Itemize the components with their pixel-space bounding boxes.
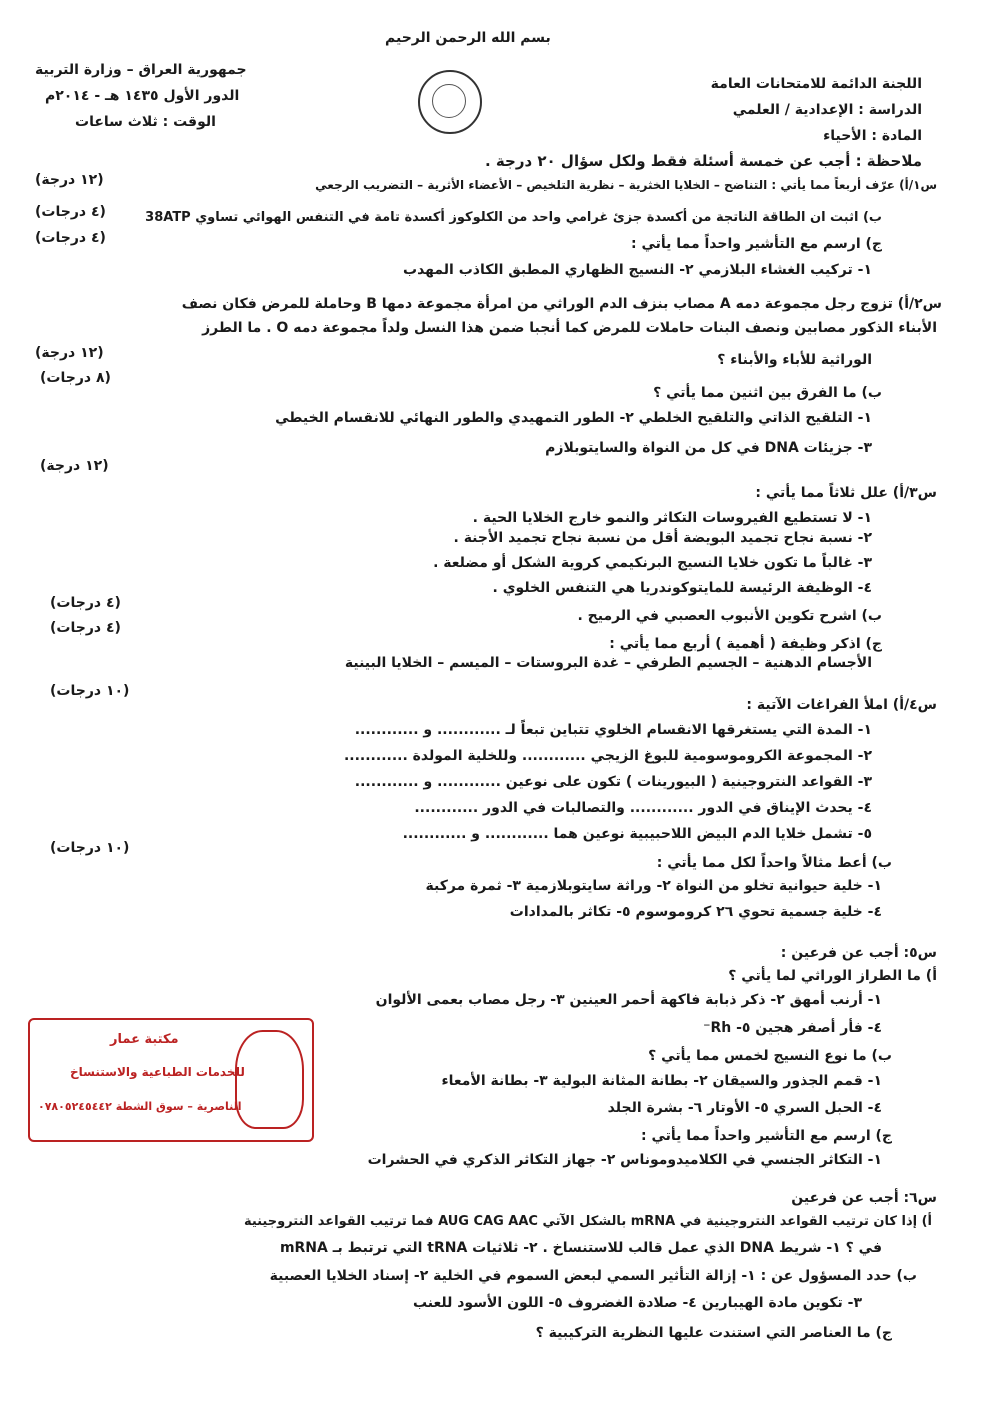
q1-b: ب) اثبت ان الطاقة الناتجة من أكسدة جزئ غرامي واحد من الكلوكوز أكسدة تامة في التنفس الهوائي تساوي 38ATP: [145, 210, 882, 225]
q1-c-marks: (٤ درجات): [35, 230, 106, 246]
note: ملاحظة : أجب عن خمسة أسئلة فقط ولكل سؤال ٢٠ درجة .: [485, 152, 922, 170]
ministry-seal-icon: [418, 70, 482, 134]
q4-a4: ٤- يحدث الإيناق في الدور ............ والتصالبات في الدور ............: [414, 800, 872, 816]
q4-b: ب) أعط مثالاً واحداً لكل مما يأتي :: [656, 855, 892, 871]
q4-a-marks: (١٠ درجات): [50, 683, 130, 699]
q5-b: ب) ما نوع النسيج لخمس مما يأتي ؟: [648, 1048, 892, 1064]
basmala: بسم الله الرحمن الرحيم: [385, 30, 551, 46]
q6-a1: أ) إذا كان ترتيب القواعد النتروجينية في mRNA بالشكل الآتي AUG CAG AAC فما ترتيب القواعد النتروجينية: [243, 1214, 932, 1229]
study: الدراسة : الإعدادية / العلمي: [732, 102, 922, 118]
q4-b2: ٤- خلية جسمية تحوي ٢٦ كروموسوم ٥- تكاثر بالمدادات: [509, 904, 882, 920]
q2-b-items1: ١- التلقيح الذاتي والتلقيح الخلطي ٢- الطور التمهيدي والطور النهائي للانقسام الخيطي: [275, 410, 872, 426]
q4-a3: ٣- القواعد النتروجينية ( البيورينات ) تكون على نوعين ............ و ............: [354, 774, 872, 790]
q5-c: ج) ارسم مع التأشير واحداً مما يأتي :: [641, 1128, 892, 1144]
q5-b1: ١- قمم الجذور والسيقان ٢- بطانة المثانة البولية ٣- بطانة الأمعاء: [441, 1073, 882, 1089]
subject: المادة : الأحياء: [823, 128, 922, 144]
q3-c-items: الأجسام الدهنية – الجسيم الطرفي – غدة البروستات – الميسم – الخلايا البينية: [344, 655, 872, 671]
q5-c1: ١- التكاثر الجنسي في الكلاميدوموناس ٢- جهاز التكاثر الذكري في الحشرات: [367, 1152, 882, 1168]
stamp-name: مكتبة عمار: [110, 1032, 179, 1047]
library-logo-icon: [235, 1030, 304, 1129]
q2-b-items2: ٣- جزيئات DNA في كل من النواة والسايتوبلازم: [545, 440, 872, 456]
q4-a5: ٥- تشمل خلايا الدم البيض اللاحبيبية نوعين هما ............ و ............: [402, 826, 872, 842]
q1-a: س١/أ) عرّف أربعاً مما يأتي : التناضح – الخلايا الخثرية – نظرية التلخيص – الأعضاء الأثرية – التضريب الرجعي: [315, 178, 937, 192]
q3-c-marks: (٤ درجات): [50, 620, 121, 636]
q5-a: أ) ما الطراز الوراثي لما يأتي ؟: [728, 968, 937, 984]
q1-a-marks: (١٢ درجة): [35, 172, 104, 188]
time: الوقت : ثلاث ساعات: [75, 114, 216, 130]
q3-a-marks: (١٢ درجة): [40, 458, 109, 474]
library-stamp: [28, 1018, 314, 1142]
q3-c: ج) اذكر وظيفة ( أهمية ) أربع مما يأتي :: [609, 636, 882, 652]
stamp-address: الناصرية – سوق الشطة ٠٧٨٠٥٢٤٥٤٤٢: [38, 1100, 242, 1113]
q6-c: ج) ما العناصر التي استندت عليها النظرية التركيبية ؟: [535, 1325, 892, 1341]
q2-a2: الأبناء الذكور مصابين ونصف البنات حاملات للمرض كما أنجبا ضمن هذا النسل ولداً مجموعة دمه O . ما الطرز: [202, 320, 937, 336]
q4-a: س٤/أ) املأ الفراغات الآتية :: [746, 697, 937, 713]
q4-a2: ٢- المجموعة الكروموسومية للبوغ الزيجي ............ وللخلية المولدة ............: [343, 748, 872, 764]
q5-a1: ١- أرنب أمهق ٢- ذكر ذبابة فاكهة أحمر العينين ٣- رجل مصاب بعمى الألوان: [375, 992, 882, 1008]
stamp-services: للخدمات الطباعية والاستنساخ: [70, 1065, 245, 1079]
q2-b: ب) ما الفرق بين اثنين مما يأتي ؟: [653, 385, 882, 401]
session: الدور الأول ١٤٣٥ هـ - ٢٠١٤م: [45, 88, 240, 104]
q6-title: س٦: أجب عن فرعين: [791, 1190, 937, 1206]
q4-a1: ١- المدة التي يستغرقها الانقسام الخلوي تتباين تبعاً لـ ............ و ............: [354, 722, 872, 738]
q4-b1: ١- خلية حيوانية تخلو من النواة ٢- وراثة سايتوبلازمية ٣- ثمرة مركبة: [425, 878, 882, 894]
q3-a: س٣/أ) علل ثلاثاً مما يأتي :: [755, 485, 937, 501]
q3-a1: ١- لا تستطيع الفيروسات التكاثر والنمو خارج الخلايا الحية .: [472, 510, 872, 526]
q5-a2: ٤- فأر أصفر هجين ٥- Rh⁻: [703, 1020, 882, 1036]
q3-a4: ٤- الوظيفة الرئيسة للمايتوكوندريا هي التنفس الخلوي .: [492, 580, 872, 596]
q1-c: ج) ارسم مع التأشير واحداً مما يأتي :: [631, 236, 882, 252]
q3-a3: ٣- غالباً ما تكون خلايا النسيج البرنكيمي كروية الشكل أو مضلعة .: [433, 555, 872, 571]
q1-c-items: ١- تركيب الغشاء البلازمي ٢- النسيج الظهاري المطبق الكاذب المهدب: [403, 262, 872, 278]
q4-b-marks: (١٠ درجات): [50, 840, 130, 856]
q6-a2: في ؟ ١- شريط DNA الذي عمل قالب للاستنساخ . ٢- ثلاثيات tRNA التي ترتبط بـ mRNA: [279, 1240, 882, 1256]
q2-a3: الوراثية للأباء والأبناء ؟: [717, 352, 872, 368]
q3-a2: ٢- نسبة نجاح تجميد البويضة أقل من نسبة نجاح تجميد الأجنة .: [453, 530, 872, 546]
q1-b-marks: (٤ درجات): [35, 204, 106, 220]
q6-b1: ب) حدد المسؤول عن : ١- إزالة التأثير السمي لبعض السموم في الخلية ٢- إسناد الخلايا العصبية: [269, 1268, 917, 1284]
q2-b-marks: (٨ درجات): [40, 370, 111, 386]
committee: اللجنة الدائمة للامتحانات العامة: [710, 76, 922, 92]
q3-b-marks: (٤ درجات): [50, 595, 121, 611]
q5-b2: ٤- الحبل السري ٥- الأوتار ٦- بشرة الجلد: [607, 1100, 882, 1116]
q2-a-marks: (١٢ درجة): [35, 345, 104, 361]
q6-b2: ٣- تكوين مادة الهيبارين ٤- صلادة الغضروف ٥- اللون الأسود للعنب: [412, 1295, 862, 1311]
q3-b: ب) اشرح تكوين الأنبوب العصبي في الرميح .: [577, 608, 882, 624]
q5-title: س٥: أجب عن فرعين :: [780, 945, 937, 961]
country: جمهورية العراق – وزارة التربية: [35, 62, 247, 78]
q2-a1: س٢/أ) تزوج رجل مجموعة دمه A مصاب بنزف الدم الوراثي من امرأة مجموعة دمها B وحاملة للمرض فكان نصف: [181, 296, 942, 312]
